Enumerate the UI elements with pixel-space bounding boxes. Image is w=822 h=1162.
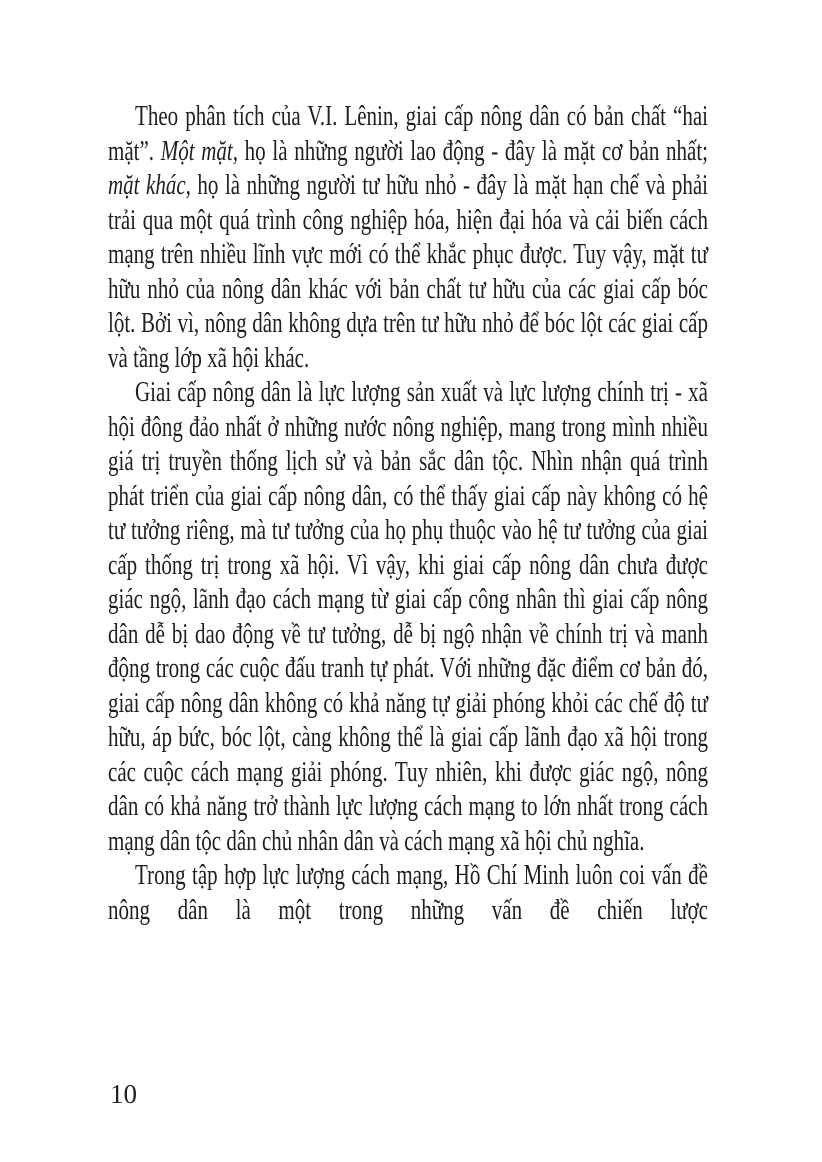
text-run: Trong tập hợp lực lượng cách mạng, Hồ Chí Minh luôn coi vấn đề nông dân là một trong những vấn đề chiến lược <box>108 860 708 926</box>
paragraph-2 <box>108 376 708 859</box>
paragraph-1 <box>108 100 708 376</box>
paragraph-3 <box>108 859 708 928</box>
text-run: Theo phân tích của V.I. Lênin, giai cấp nông dân có bản chất “hai mặt”. <box>108 101 708 167</box>
text-run-italic: mặt khác, <box>108 170 191 201</box>
page-text-block <box>108 100 708 928</box>
page-number: 10 <box>110 1079 137 1109</box>
text-run: họ là những người tư hữu nhỏ - đây là mặt hạn chế và phải trải qua một quá trình công nghiệp hóa, hiện đại hóa và cải biến cách mạng trên nhiều lĩnh vực mới có thể khắc phục được. Tuy vậy, mặt tư hữu nhỏ của nông dân khác với bản chất tư hữu của các giai cấp bóc lột. Bởi vì, nông dân không dựa trên tư hữu nhỏ để bóc lột các giai cấp và tầng lớp xã hội khác. <box>108 170 708 374</box>
text-run: họ là những người lao động - đây là mặt cơ bản nhất; <box>238 135 709 167</box>
text-run-italic: Một mặt, <box>160 135 239 167</box>
text-run: Giai cấp nông dân là lực lượng sản xuất và lực lượng chính trị - xã hội đông đảo nhất ở những nước nông nghiệp, mang trong mình nhiều giá trị truyền thống lịch sử và bản sắc dân tộc. Nhìn nhận quá trình phát triển của giai cấp nông dân, có thể thấy giai cấp này không có hệ tư tưởng riêng, mà tư tưởng của họ phụ thuộc vào hệ tư tưởng của giai cấp thống trị trong xã hội. Vì vậy, khi giai cấp nông dân chưa được giác ngộ, lãnh đạo cách mạng từ giai cấp công nhân thì giai cấp nông dân dễ bị dao động về tư tưởng, dễ bị ngộ nhận về chính trị và manh động trong các cuộc đấu tranh tự phát. Với những đặc điểm cơ bản đó, giai cấp nông dân không có khả năng tự giải phóng khỏi các chế độ tư hữu, áp bức, bóc lột, càng không thể là giai cấp lãnh đạo xã hội trong các cuộc cách mạng giải phóng. Tuy nhiên, khi được giác ngộ, nông dân có khả năng trở thành lực lượng cách mạng to lớn nhất trong cách mạng dân tộc dân chủ nhân dân và cách mạng xã hội chủ nghĩa. <box>108 377 708 857</box>
